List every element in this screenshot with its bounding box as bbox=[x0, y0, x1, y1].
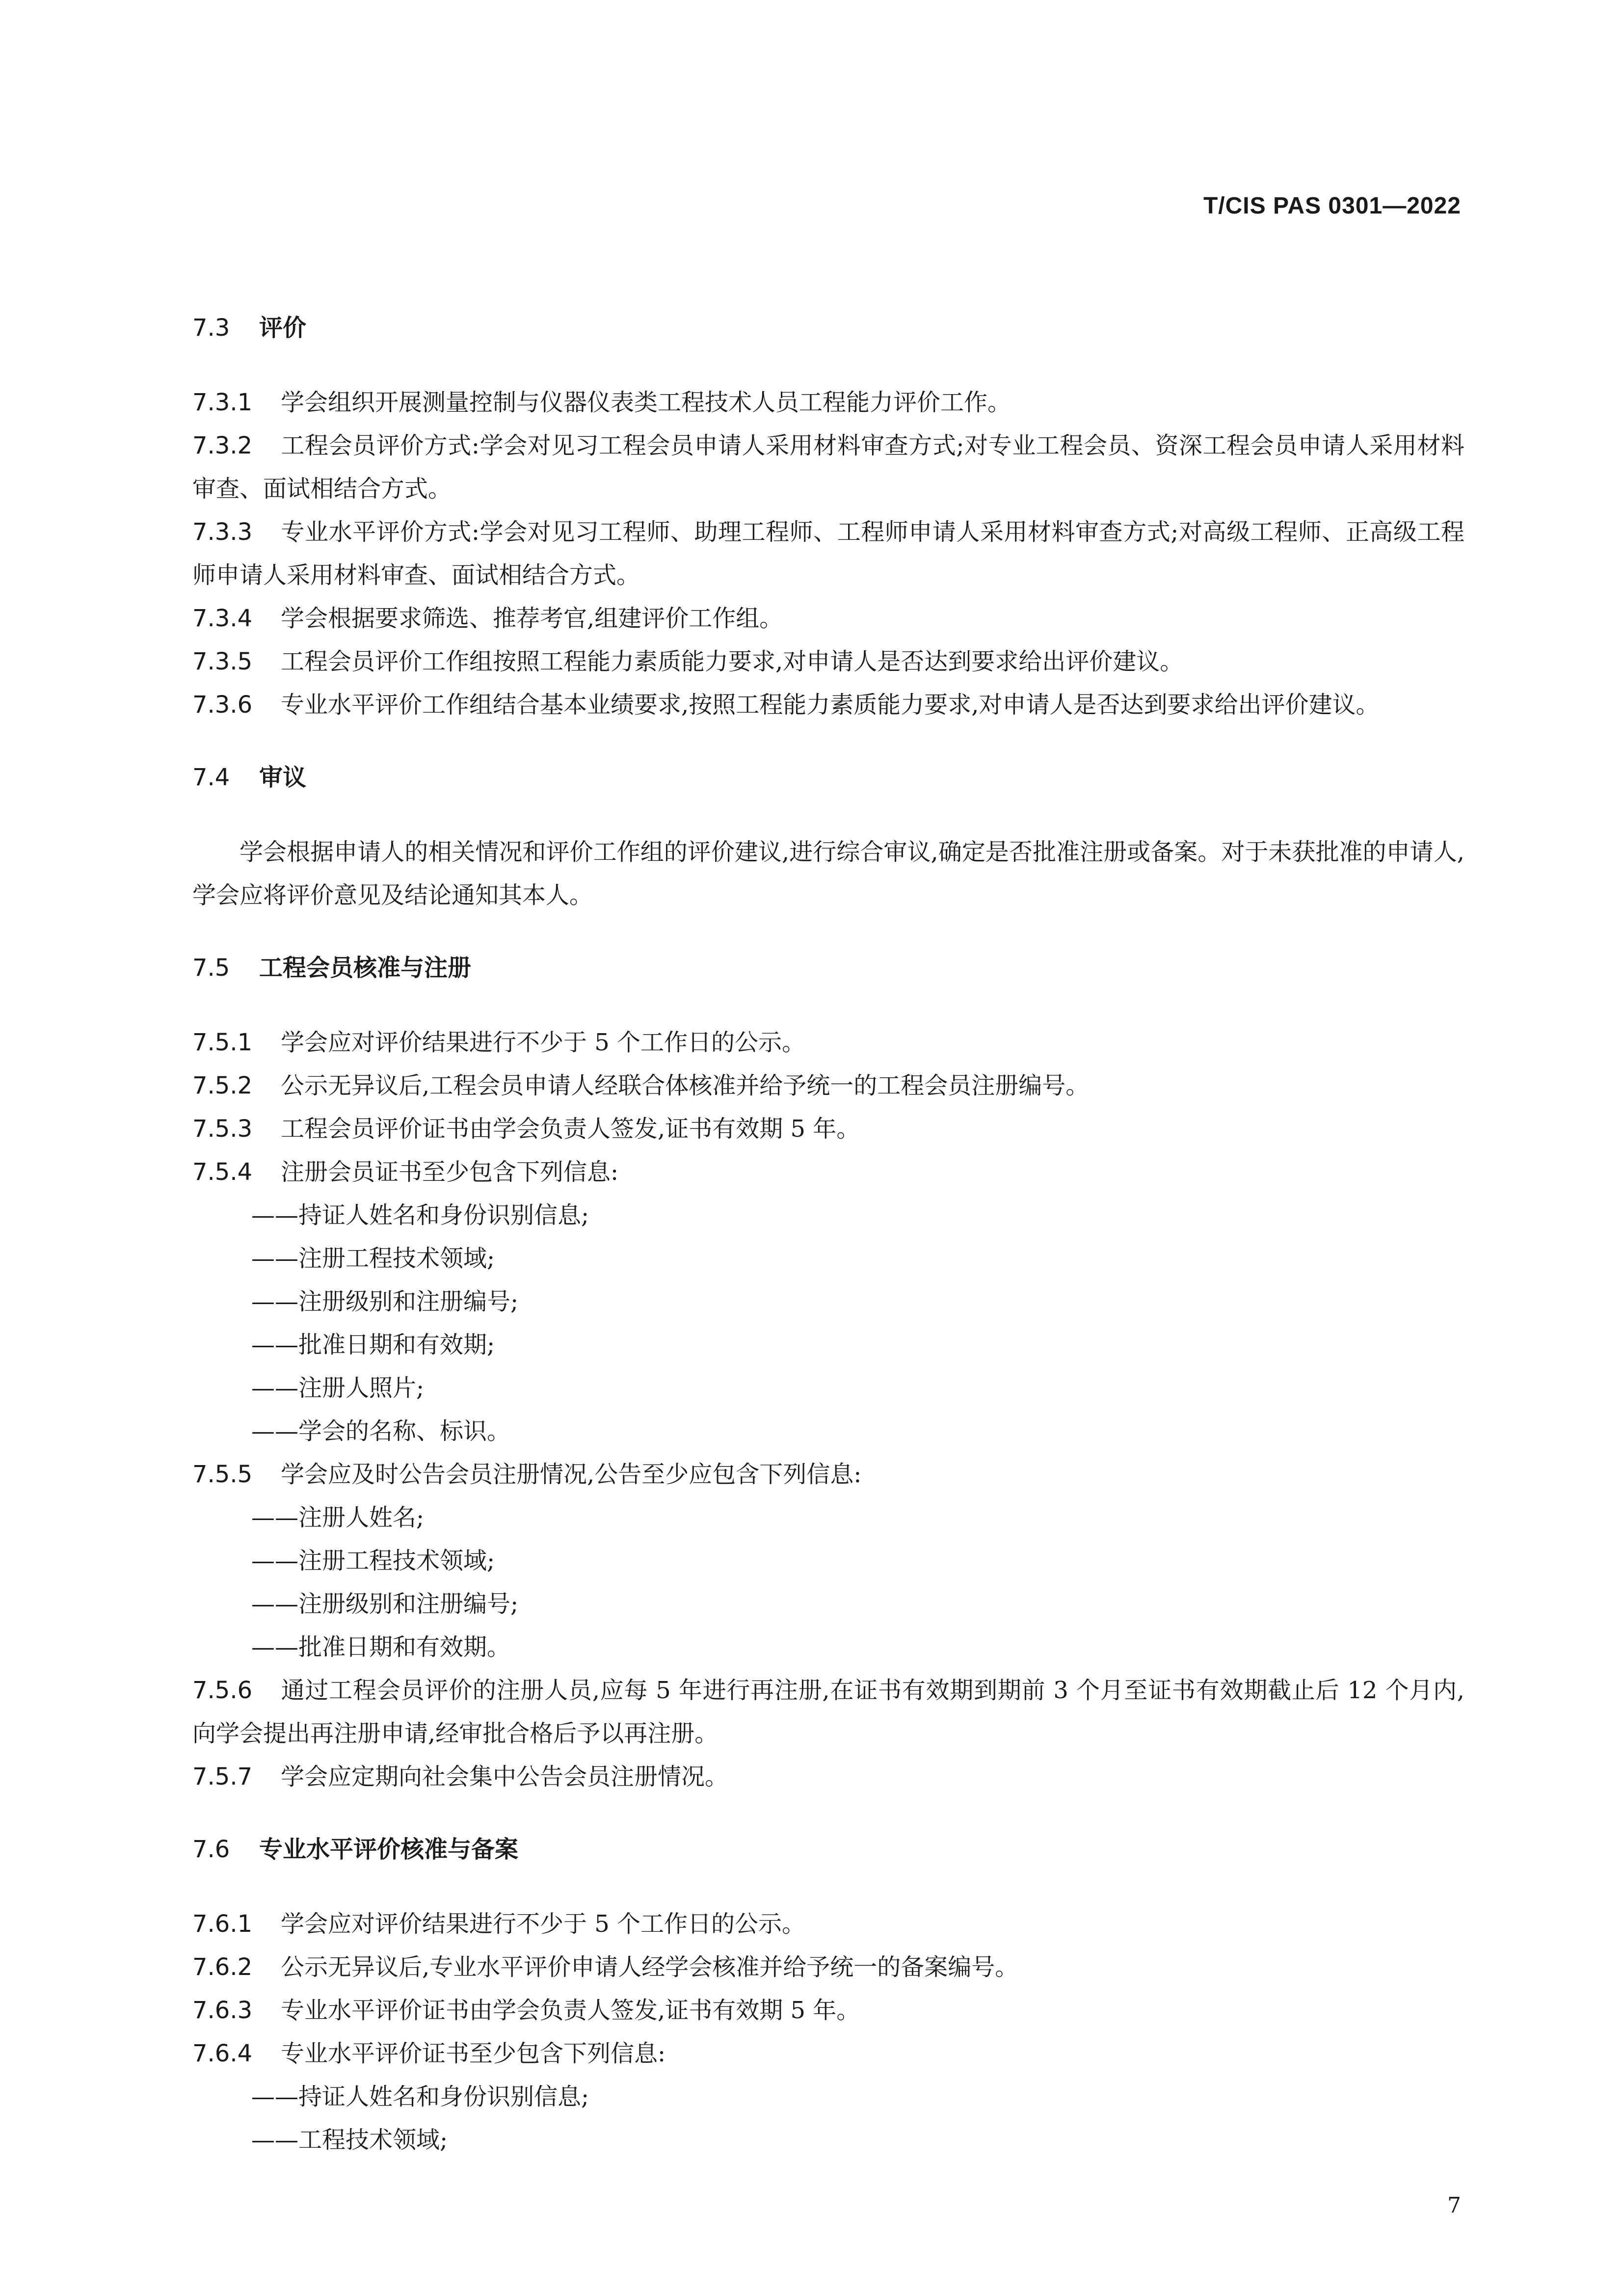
clause-number: 7.6.3 bbox=[192, 1997, 253, 2024]
clause-7-5-1 bbox=[192, 1021, 1464, 1064]
clause-text: 公示无异议后,工程会员申请人经联合体核准并给予统一的工程会员注册编号。 bbox=[281, 1072, 1090, 1099]
clause-number: 7.5.5 bbox=[192, 1461, 253, 1488]
clause-7-5-2 bbox=[192, 1064, 1464, 1107]
section-number: 7.5 bbox=[192, 954, 230, 982]
clause-text: 工程会员评价工作组按照工程能力素质能力要求,对申请人是否达到要求给出评价建议。 bbox=[281, 648, 1184, 675]
clause-text: 工程会员评价方式:学会对见习工程会员申请人采用材料审查方式;对专业工程会员、资深工程会员申请人采用材料审查、面试相结合方式。 bbox=[192, 432, 1464, 503]
clause-7-5-6 bbox=[192, 1669, 1464, 1755]
clause-number: 7.5.3 bbox=[192, 1115, 253, 1143]
section-heading-7-5 bbox=[192, 946, 1464, 989]
list-item: ——注册级别和注册编号; bbox=[251, 1288, 519, 1315]
clause-text: 公示无异议后,专业水平评价申请人经学会核准并给予统一的备案编号。 bbox=[281, 1953, 1019, 1981]
clause-text: 通过工程会员评价的注册人员,应每 5 年进行再注册,在证书有效期到期前 3 个月至证书有效期截止后 12 个月内,向学会提出再注册申请,经审批合格后予以再注册。 bbox=[192, 1677, 1464, 1747]
clause-number: 7.5.7 bbox=[192, 1763, 253, 1790]
clause-number: 7.6.4 bbox=[192, 2040, 253, 2067]
section-number: 7.3 bbox=[192, 314, 230, 342]
list-item: ——注册工程技术领域; bbox=[251, 1547, 495, 1575]
clause-text: 学会应对评价结果进行不少于 5 个工作日的公示。 bbox=[281, 1910, 806, 1938]
clause-7-6-4 bbox=[192, 2032, 1464, 2075]
section-title: 专业水平评价核准与备案 bbox=[259, 1836, 519, 1863]
section-number: 7.4 bbox=[192, 764, 230, 791]
clause-number: 7.5.1 bbox=[192, 1029, 253, 1056]
clause-number: 7.3.5 bbox=[192, 648, 253, 675]
list-item: ——注册人姓名; bbox=[251, 1504, 425, 1531]
section-title: 工程会员核准与注册 bbox=[259, 954, 472, 982]
clause-7-3-5 bbox=[192, 640, 1464, 683]
clause-7-3-1 bbox=[192, 381, 1464, 424]
page-number: 7 bbox=[1447, 2193, 1461, 2218]
clause-7-5-3 bbox=[192, 1107, 1464, 1150]
section-title: 审议 bbox=[259, 764, 307, 791]
clause-number: 7.5.2 bbox=[192, 1072, 253, 1099]
clause-7-3-6 bbox=[192, 683, 1464, 726]
page-content bbox=[192, 294, 1464, 2162]
section-title: 评价 bbox=[259, 314, 307, 342]
clause-number: 7.6.2 bbox=[192, 1953, 253, 1981]
clause-7-6-3 bbox=[192, 1989, 1464, 2032]
clause-text: 专业水平评价工作组结合基本业绩要求,按照工程能力素质能力要求,对申请人是否达到要求给出评价建议。 bbox=[281, 691, 1380, 719]
clause-text: 专业水平评价证书至少包含下列信息: bbox=[281, 2040, 666, 2067]
section-number: 7.6 bbox=[192, 1836, 230, 1863]
clause-number: 7.3.2 bbox=[192, 432, 253, 459]
list-item: ——学会的名称、标识。 bbox=[251, 1417, 511, 1445]
clause-text: 学会应及时公告会员注册情况,公告至少应包含下列信息: bbox=[281, 1461, 862, 1488]
clause-text: 工程会员评价证书由学会负责人签发,证书有效期 5 年。 bbox=[281, 1115, 860, 1143]
clause-number: 7.3.1 bbox=[192, 389, 253, 416]
paragraph-7-4: 学会根据申请人的相关情况和评价工作组的评价建议,进行综合审议,确定是否批准注册或备案。对于未获批准的申请人,学会应将评价意见及结论通知其本人。 bbox=[192, 838, 1464, 909]
list-item: ——工程技术领域; bbox=[251, 2126, 448, 2154]
clause-text: 学会应对评价结果进行不少于 5 个工作日的公示。 bbox=[281, 1029, 806, 1056]
section-heading-7-4 bbox=[192, 756, 1464, 799]
clause-7-3-4 bbox=[192, 597, 1464, 640]
clause-7-6-1 bbox=[192, 1902, 1464, 1946]
clause-number: 7.6.1 bbox=[192, 1910, 253, 1938]
clause-text: 学会根据要求筛选、推荐考官,组建评价工作组。 bbox=[281, 605, 783, 632]
clause-text: 学会应定期向社会集中公告会员注册情况。 bbox=[281, 1763, 729, 1790]
clause-number: 7.3.6 bbox=[192, 691, 253, 719]
clause-text: 专业水平评价证书由学会负责人签发,证书有效期 5 年。 bbox=[281, 1997, 860, 2024]
clause-7-3-3 bbox=[192, 510, 1464, 597]
clause-7-3-2 bbox=[192, 424, 1464, 510]
list-item: ——注册级别和注册编号; bbox=[251, 1590, 519, 1618]
list-item: ——批准日期和有效期。 bbox=[251, 1633, 511, 1661]
list-item: ——持证人姓名和身份识别信息; bbox=[251, 1201, 589, 1229]
clause-number: 7.3.3 bbox=[192, 518, 253, 546]
section-heading-7-3 bbox=[192, 306, 1464, 349]
clause-number: 7.5.6 bbox=[192, 1677, 253, 1704]
clause-text: 专业水平评价方式:学会对见习工程师、助理工程师、工程师申请人采用材料审查方式;对高级工程师、正高级工程师申请人采用材料审查、面试相结合方式。 bbox=[192, 518, 1464, 589]
list-item: ——批准日期和有效期; bbox=[251, 1331, 495, 1359]
clause-number: 7.5.4 bbox=[192, 1158, 253, 1186]
clause-text: 注册会员证书至少包含下列信息: bbox=[281, 1158, 619, 1186]
list-item: ——持证人姓名和身份识别信息; bbox=[251, 2083, 589, 2110]
clause-7-5-5 bbox=[192, 1453, 1464, 1496]
list-item: ——注册人照片; bbox=[251, 1374, 425, 1402]
clause-text: 学会组织开展测量控制与仪器仪表类工程技术人员工程能力评价工作。 bbox=[281, 389, 1011, 416]
clause-number: 7.3.4 bbox=[192, 605, 253, 632]
document-code: T/CIS PAS 0301—2022 bbox=[1203, 193, 1461, 219]
clause-7-5-4 bbox=[192, 1150, 1464, 1194]
clause-7-6-2 bbox=[192, 1946, 1464, 1989]
clause-7-5-7 bbox=[192, 1755, 1464, 1798]
list-item: ——注册工程技术领域; bbox=[251, 1245, 495, 1272]
section-heading-7-6 bbox=[192, 1828, 1464, 1871]
